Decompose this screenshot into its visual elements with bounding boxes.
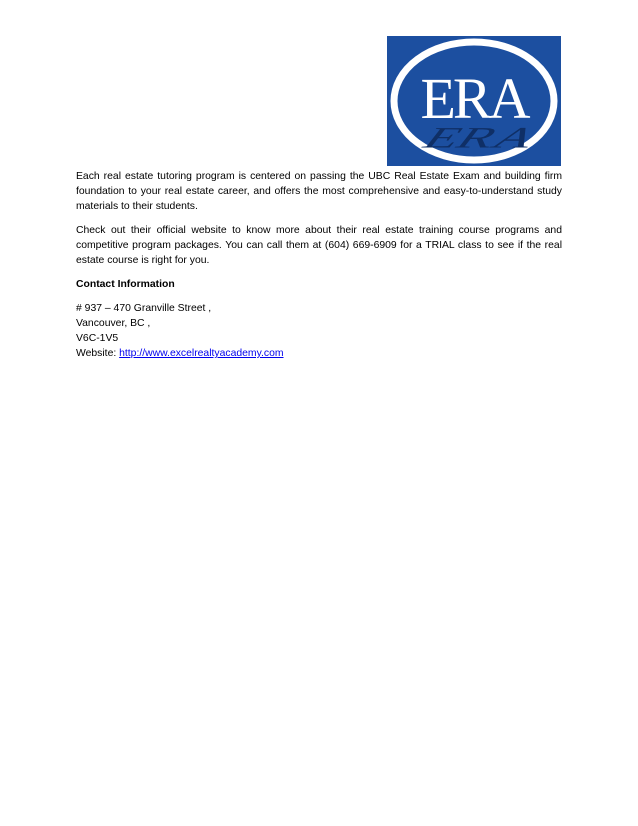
era-logo bbox=[387, 36, 561, 166]
era-logo-graphic bbox=[387, 36, 561, 166]
contact-heading: Contact Information bbox=[76, 279, 175, 290]
logo-shadow-text: ERA bbox=[414, 122, 548, 155]
address-line-2: Vancouver, BC , bbox=[76, 318, 151, 329]
website-line bbox=[76, 346, 562, 361]
website-paragraph: Check out their official website to know more about their real estate training course programs and competitive program packages. You can call them at (604) 669-6909 for a TRIAL class to see if the real estate course is right for you. bbox=[76, 225, 562, 266]
intro-paragraph: Each real estate tutoring program is centered on passing the UBC Real Estate Exam and building firm foundation to your real estate career, and offers the most comprehensive and easy-to-understand study materials to their students. bbox=[76, 171, 562, 212]
website-label: Website: bbox=[76, 348, 120, 359]
postal-code: V6C-1V5 bbox=[76, 333, 119, 344]
address-line-1: # 937 – 470 Granville Street , bbox=[76, 303, 212, 314]
website-link[interactable]: http://www.excelrealtyacademy.com bbox=[119, 348, 284, 359]
logo-letters: ERA bbox=[420, 66, 528, 131]
document-body bbox=[76, 169, 562, 361]
